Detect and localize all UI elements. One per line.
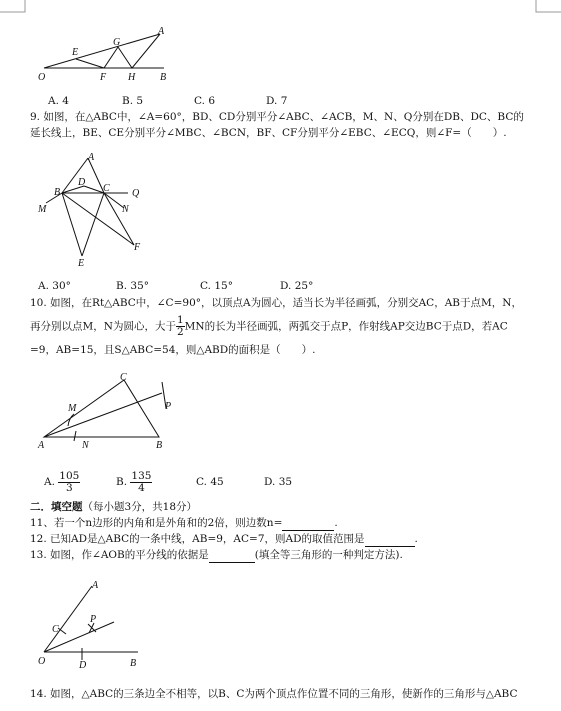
label-h: H xyxy=(128,72,136,83)
q9-option-b[interactable]: B. 35° xyxy=(116,280,150,292)
q9-option-d[interactable]: D. 25° xyxy=(280,280,314,292)
q13-label-o: O xyxy=(38,656,46,667)
q12-answer-blank[interactable] xyxy=(365,532,415,547)
q10-options xyxy=(44,468,292,496)
q10-label-c: C xyxy=(120,372,127,383)
q13-label-d: D xyxy=(79,660,87,671)
q10-option-b[interactable]: B. $\frac{135}{4}$ xyxy=(116,469,152,494)
page-corner-marks xyxy=(0,0,561,20)
q10-label-n: N xyxy=(82,440,89,451)
triangle-abc xyxy=(44,380,159,437)
q8-option-c[interactable]: C. 6 xyxy=(194,95,216,107)
q11-question: 11、若一个n边形的内角和是外角和的2倍，则边数n= . xyxy=(30,517,338,529)
q13-label-p: P xyxy=(90,614,97,625)
q9-label-d: D xyxy=(78,177,86,188)
q10-line2-pre: 再分别以点M，N为圆心，大于 xyxy=(30,320,176,333)
q11-answer-blank[interactable] xyxy=(282,516,334,531)
q10-line2-post: MN的长为半径画弧，两弧交于点P，作射线AP交边BC于点D，若AC xyxy=(184,320,508,333)
label-e: E xyxy=(72,47,79,58)
q13-answer-blank[interactable] xyxy=(209,548,255,563)
q10-label-a: A xyxy=(38,440,45,451)
q9-label-m: M xyxy=(38,204,47,215)
q10-option-a[interactable]: A. $\frac{105}{3}$ xyxy=(44,469,80,494)
q8-figure xyxy=(30,24,180,84)
q10-label-b: B xyxy=(156,440,163,451)
fraction-half-denominator: 2 xyxy=(176,326,184,338)
q9-question-line1: 9. 如图，在△ABC中，∠A=60°，BD、CD分别平分∠ABC、∠ACB，M、N、Q分别在DB、DC、BC的 xyxy=(30,111,524,123)
q10-figure xyxy=(34,368,184,454)
q8-option-d[interactable]: D. 7 xyxy=(266,95,288,107)
q9-label-n: N xyxy=(122,204,129,215)
q9-label-q: Q xyxy=(132,188,140,199)
q9-label-f: F xyxy=(134,242,141,253)
label-o: O xyxy=(38,72,46,83)
label-g: G xyxy=(113,37,121,48)
q9-label-b: B xyxy=(54,187,61,198)
q13-label-c: C xyxy=(52,624,59,635)
q9-label-c: C xyxy=(103,183,110,194)
q10-question-line1: 10. 如图，在Rt△ABC中，∠C=90°，以顶点A为圆心，适当长为半径画弧，分别交AC，AB于点M，N， xyxy=(30,297,522,309)
q9-label-a: A xyxy=(88,152,95,163)
q9-label-e: E xyxy=(78,258,85,269)
q8-option-a[interactable]: A. 4 xyxy=(48,95,69,107)
q14-question: 14. 如图，△ABC的三条边全不相等，以B、C为两个顶点作位置不同的三角形，使新作的三角形与△ABC xyxy=(30,688,518,700)
q9-options xyxy=(38,279,313,293)
section-note: （每小题3分，共18分） xyxy=(82,501,198,513)
fraction-half-numerator: 1 xyxy=(176,314,184,326)
q12-question: 12. 已知AD是△ABC的一条中线，AB=9，AC=7，则AD的取值范围是 . xyxy=(30,533,418,545)
q13-question: 13. 如图，作∠AOB的平分线的依据是 (填全等三角形的一种判定方法). xyxy=(30,549,403,561)
q10-question-line2 xyxy=(30,315,508,338)
q9-question-line2: 延长线上，BE、CE分别平分∠MBC、∠BCN，BF、CF分别平分∠EBC、∠ECQ，则∠F=（ ）. xyxy=(30,127,507,139)
q9-figure xyxy=(34,148,154,270)
q10-label-p: P xyxy=(165,401,172,412)
label-b: B xyxy=(160,72,167,83)
fraction-half xyxy=(176,315,185,338)
q13-label-a: A xyxy=(92,580,99,591)
q9-option-c[interactable]: C. 15° xyxy=(200,280,233,292)
q13-figure xyxy=(34,580,154,672)
q10-option-d[interactable]: D. 35 xyxy=(264,476,293,488)
section-fill-in-heading xyxy=(30,500,197,514)
ray-ap xyxy=(44,393,162,437)
q10-option-c[interactable]: C. 45 xyxy=(196,476,224,488)
q9-option-a[interactable]: A. 30° xyxy=(38,280,71,292)
label-a: A xyxy=(158,26,165,37)
q10-label-m: M xyxy=(68,403,77,414)
label-f: F xyxy=(100,72,107,83)
q10-question-line3: =9，AB=15，且S△ABC=54，则△ABD的面积是（ ）. xyxy=(30,344,316,356)
line-oa xyxy=(44,34,160,68)
q8-options xyxy=(48,94,287,108)
q8-option-b[interactable]: B. 5 xyxy=(122,95,144,107)
q13-label-b: B xyxy=(130,658,137,669)
section-title: 二．填空题 xyxy=(30,501,83,513)
